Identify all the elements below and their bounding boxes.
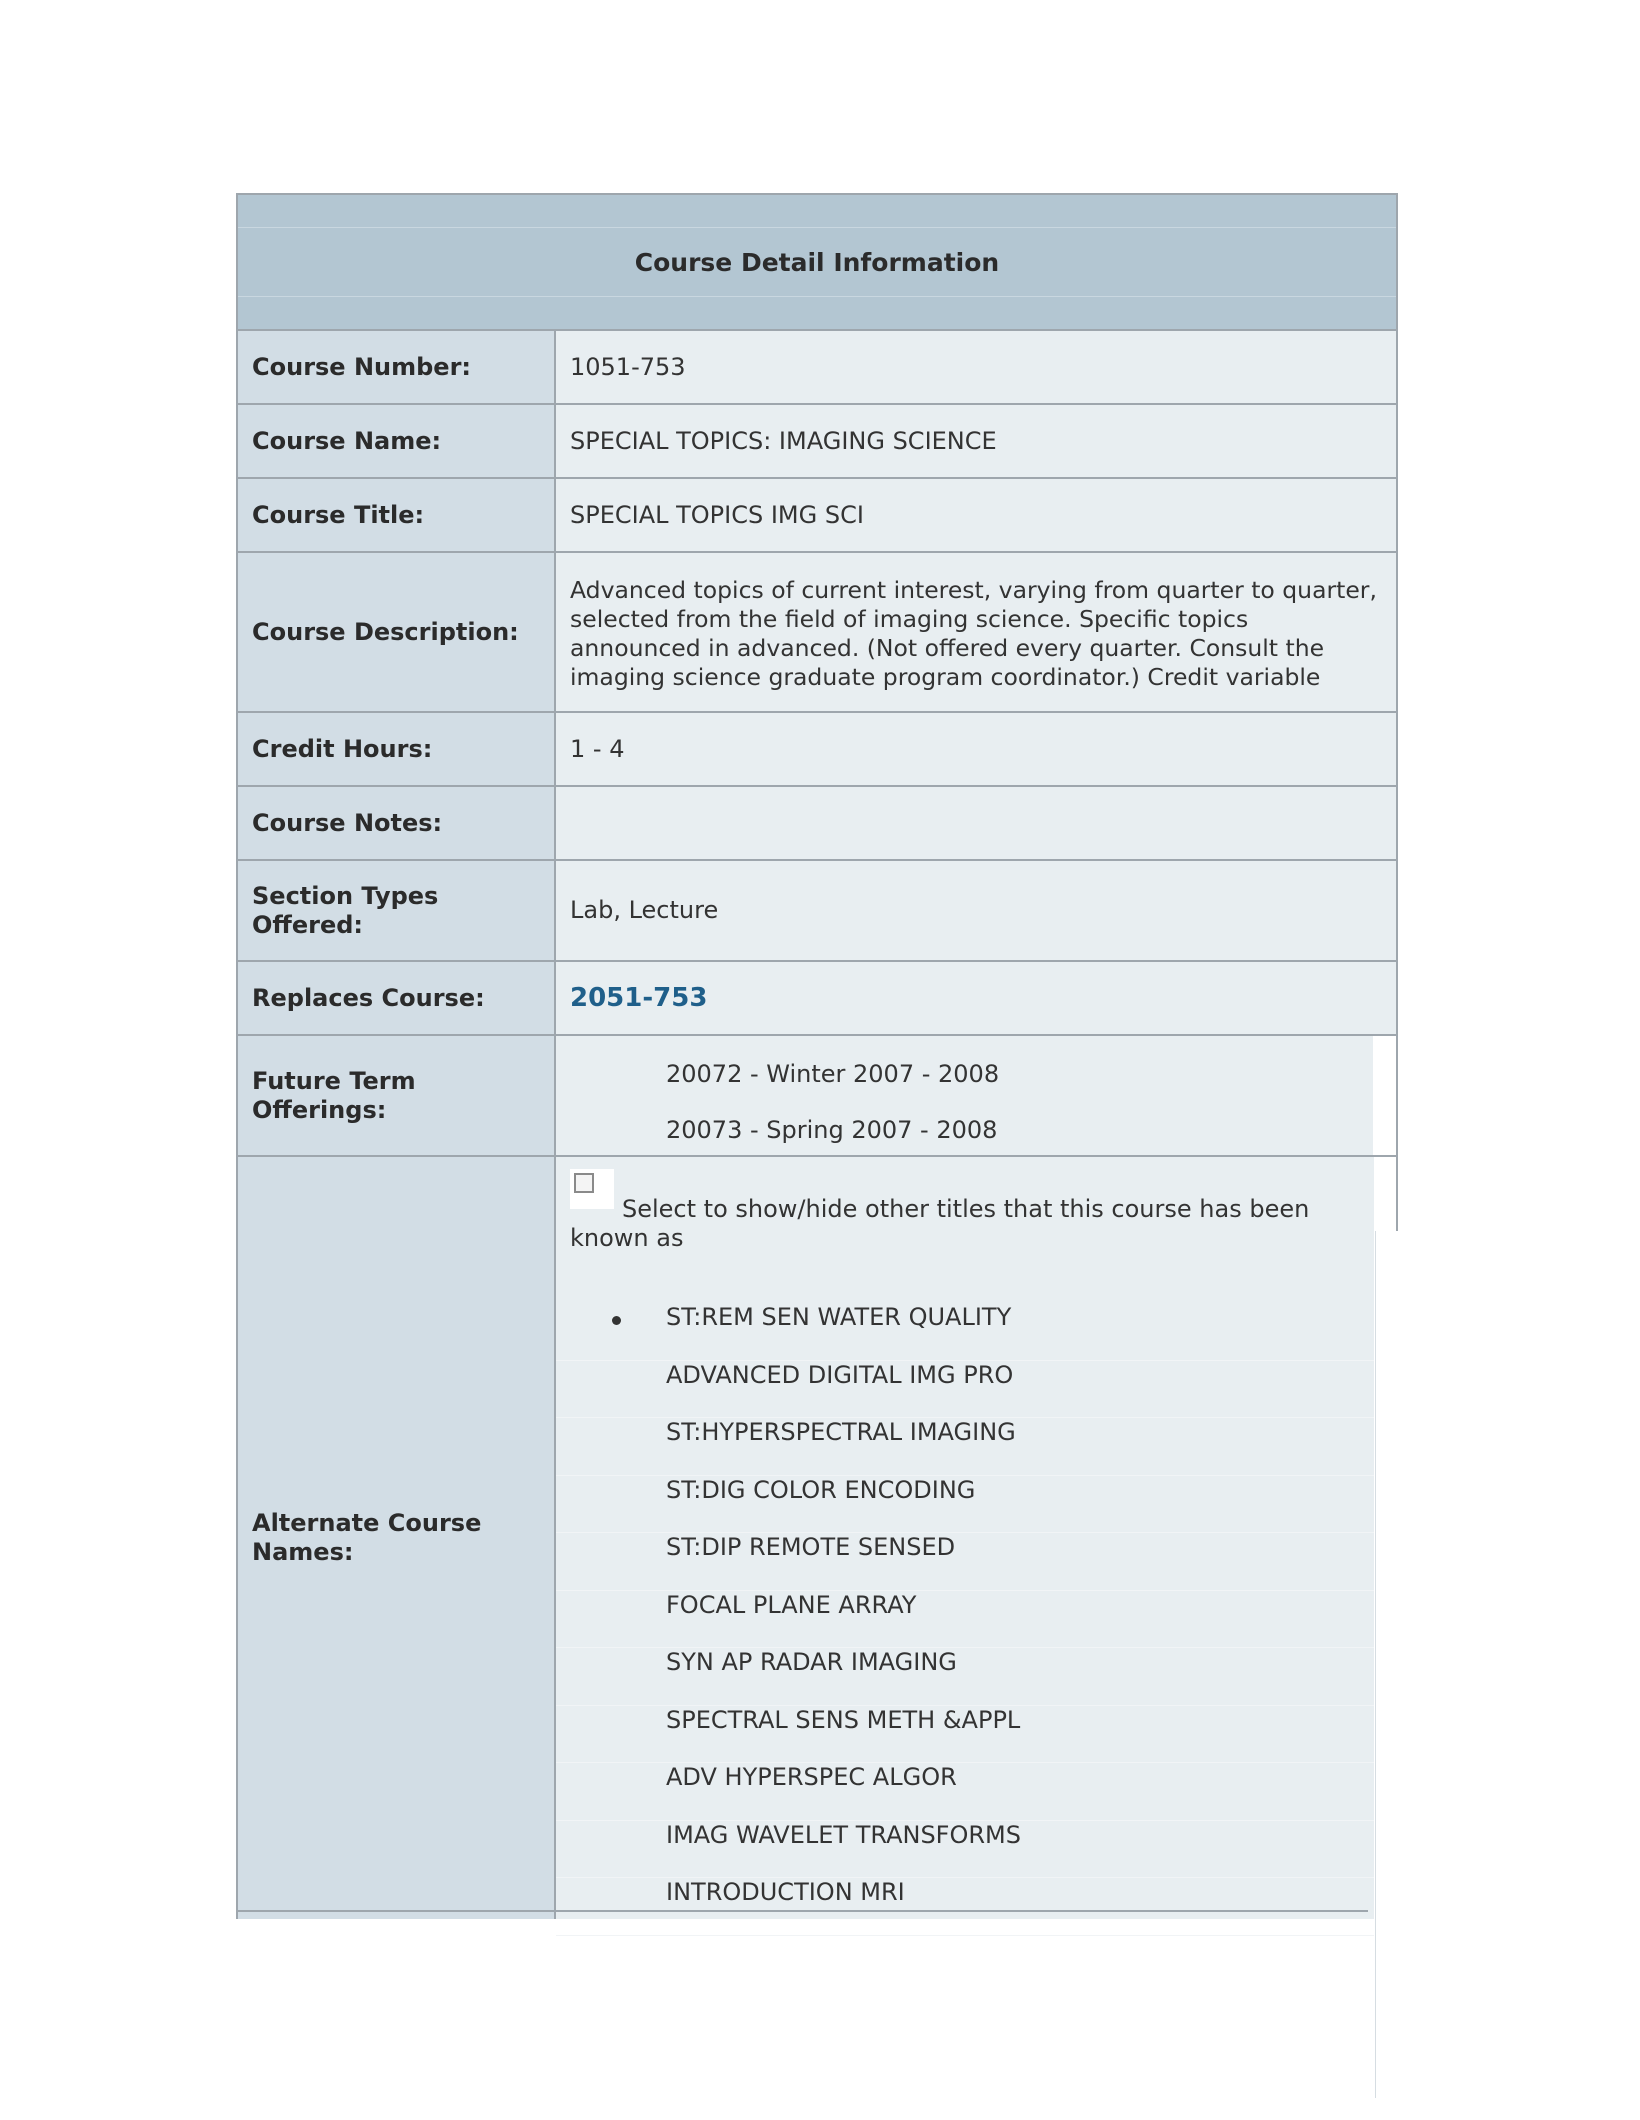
course-notes-value [556, 787, 1396, 859]
alternate-names-toggle [556, 1169, 1374, 1253]
course-number-label: Course Number: [238, 331, 556, 403]
section-types-label: Section Types Offered: [238, 861, 556, 960]
row-credit-hours [238, 713, 1396, 787]
table-header [238, 195, 1396, 331]
alternate-names-cell [556, 1157, 1374, 1919]
future-term-item: 20073 - Spring 2007 - 2008 [666, 1116, 998, 1144]
checkbox-box-icon[interactable] [574, 1173, 594, 1193]
course-title-value: SPECIAL TOPICS IMG SCI [556, 479, 1396, 551]
course-detail-table [236, 193, 1398, 1919]
alternate-names-list [556, 1303, 1374, 1936]
row-alternate-names [238, 1157, 1396, 1919]
row-future-term [238, 1036, 1396, 1157]
course-title-label: Course Title: [238, 479, 556, 551]
row-replaces-course [238, 962, 1396, 1036]
row-course-notes [238, 787, 1396, 861]
show-hide-label: Select to show/hide other titles that this course has been known as [570, 1195, 1310, 1252]
replaces-course-link[interactable]: 2051-753 [570, 982, 708, 1013]
course-number-value: 1051-753 [556, 331, 1396, 403]
course-name-value: SPECIAL TOPICS: IMAGING SCIENCE [556, 405, 1396, 477]
list-item: ADV HYPERSPEC ALGOR [556, 1763, 1374, 1821]
list-item: SYN AP RADAR IMAGING [556, 1648, 1374, 1706]
row-section-types [238, 861, 1396, 962]
row-course-title [238, 479, 1396, 553]
future-term-label: Future Term Offerings: [238, 1036, 556, 1155]
row-course-description [238, 553, 1396, 713]
list-item: INTRODUCTION MRI [556, 1878, 1374, 1936]
course-description-value: Advanced topics of current interest, varying from quarter to quarter, selected from the field of imaging science. Specific topics announced in advanced. (Not offered every quarter. Consult the imaging science graduate program coordinator.) Credit variable [556, 553, 1396, 711]
credit-hours-value: 1 - 4 [556, 713, 1396, 785]
show-hide-checkbox[interactable] [570, 1169, 614, 1209]
list-item: IMAG WAVELET TRANSFORMS [556, 1821, 1374, 1879]
credit-hours-label: Credit Hours: [238, 713, 556, 785]
list-item: ADVANCED DIGITAL IMG PRO [556, 1361, 1374, 1419]
course-notes-label: Course Notes: [238, 787, 556, 859]
future-term-item: 20072 - Winter 2007 - 2008 [666, 1060, 1000, 1088]
scroll-frame [1375, 1231, 1398, 2098]
list-item: ST:DIP REMOTE SENSED [556, 1533, 1374, 1591]
row-course-number [238, 331, 1396, 405]
replaces-course-cell [556, 962, 1396, 1034]
table-title: Course Detail Information [634, 248, 1000, 277]
list-item: ST:REM SEN WATER QUALITY [556, 1303, 1374, 1361]
header-strip [238, 195, 1396, 228]
course-description-label: Course Description: [238, 553, 556, 711]
list-item: FOCAL PLANE ARRAY [556, 1591, 1374, 1649]
header-strip [238, 296, 1396, 329]
row-course-name [238, 405, 1396, 479]
replaces-course-label: Replaces Course: [238, 962, 556, 1034]
table-bottom-border [236, 1910, 1368, 1912]
course-name-label: Course Name: [238, 405, 556, 477]
future-term-list [556, 1036, 1374, 1155]
list-item: SPECTRAL SENS METH &APPL [556, 1706, 1374, 1764]
list-item: ST:HYPERSPECTRAL IMAGING [556, 1418, 1374, 1476]
section-types-value: Lab, Lecture [556, 861, 1396, 960]
list-item: ST:DIG COLOR ENCODING [556, 1476, 1374, 1534]
alternate-names-label: Alternate Course Names: [238, 1157, 556, 1919]
